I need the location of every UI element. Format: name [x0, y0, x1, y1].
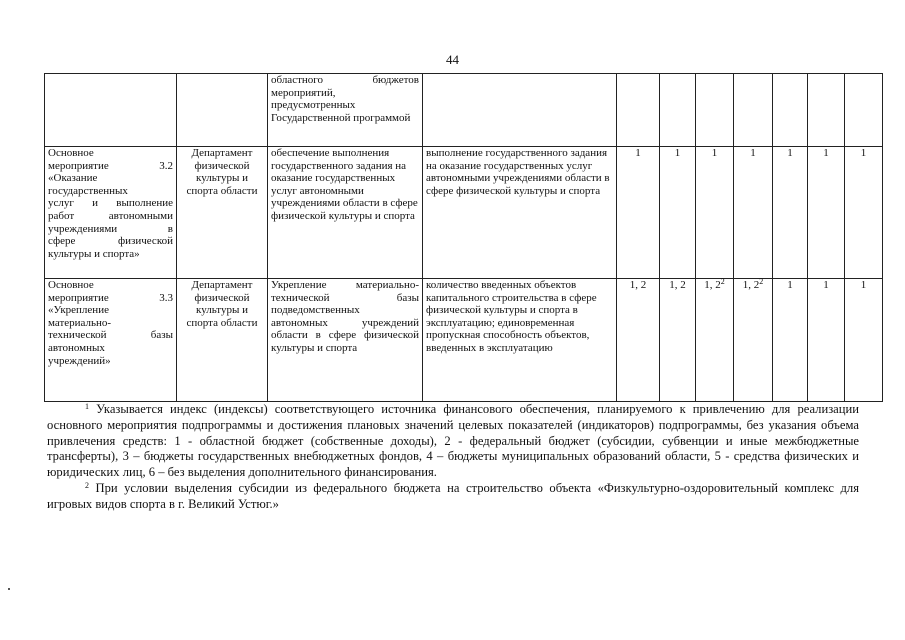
activity-line: Основное: [48, 279, 94, 291]
indicator-cell: количество введенных объектов капитального строительства в сфере физической культуры и спорта в эксплуатацию; единовременная пропускная способность объектов, введенных в эксплуатацию: [423, 279, 617, 402]
value-cell: 1: [845, 147, 883, 279]
task-cell: обеспечение выполнения государственного задания на оказание государственных услуг автономными учреждениями области в сфере физической культуры и спорта: [268, 147, 423, 279]
value-cell: 1, 2: [660, 279, 696, 402]
activity-line: услуг и выполнение: [48, 197, 173, 210]
activity-line: «Оказание: [48, 172, 98, 185]
activity-cell: [45, 279, 177, 402]
value-cell: 1: [808, 279, 845, 402]
value-cell: 1: [660, 147, 696, 279]
value-cell: 1, 2: [617, 279, 660, 402]
activity-line: мероприятие 3.3: [48, 291, 173, 304]
activity-line: Основное: [48, 147, 94, 159]
value-cell: 1: [845, 279, 883, 402]
footnote-text: При условии выделения субсидии из федерального бюджета на строительство объекта «Физкультурно-оздоровительный комплекс для игровых видов спорта в г. Великий Устюг.»: [47, 480, 859, 511]
footnote-mark: 1: [85, 402, 89, 411]
activity-line: учреждениями в: [48, 222, 173, 235]
activity-line: автономных: [48, 341, 105, 354]
value-cell: [845, 74, 883, 147]
footnote-2: [47, 481, 859, 513]
value-cell: 1: [773, 279, 808, 402]
value-cell: [734, 74, 773, 147]
activity-line: материально-: [48, 316, 112, 329]
activity-line: работ автономными: [48, 209, 173, 222]
value-cell: [773, 74, 808, 147]
value-cell: 1: [808, 147, 845, 279]
indicator-cell: выполнение государственного задания на оказание государственных услуг автономными учреждениями области в сфере физической культуры и спорта: [423, 147, 617, 279]
page-number: 44: [446, 52, 459, 67]
value-cell: [660, 74, 696, 147]
department-cell: Департамент физической культуры и спорта области: [177, 147, 268, 279]
department-cell: [177, 74, 268, 147]
activity-line: мероприятие 3.2: [48, 159, 173, 172]
table-row: [45, 279, 883, 402]
task-cell: областного бюджетов мероприятий, предусмотренных Государственной программой: [268, 74, 423, 147]
value-cell: 1, $2^2$: [696, 279, 734, 402]
value-cell: [617, 74, 660, 147]
task-cell: Укрепление материально-технической базы подведомственных автономных учреждений области в сфере физической культуры и спорта: [268, 279, 423, 402]
value-cell: 1: [617, 147, 660, 279]
activity-line: государственных: [48, 184, 128, 197]
activity-cell: [45, 147, 177, 279]
activity-line: культуры и спорта»: [48, 247, 140, 260]
value-cell: [696, 74, 734, 147]
table-row: [45, 74, 883, 147]
value-cell: [808, 74, 845, 147]
activity-line: сфере физической: [48, 235, 173, 248]
value-cell: 1: [696, 147, 734, 279]
activities-table: [44, 73, 883, 402]
activity-line: технической базы: [48, 329, 173, 342]
footnote-mark: 2: [85, 480, 89, 490]
scan-speck: [8, 588, 10, 590]
footnote-text: Указывается индекс (индексы) соответствующего источника финансового обеспечения, планируемого к привлечению для реализации основного мероприятия подпрограммы и достижения плановых значений целевых показателей (индикаторов) подпрограммы, без указания объема привлечения средств: 1 - областной бюджет (собственные доходы), 2 - федеральный бюджет (субсидии, субвенции и иные межбюджетные трансферты), 3 – бюджеты государственных внебюджетных фондов, 4 – бюджеты муниципальных образований области, 5 - средства физических и юридических лиц, 6 – без выделения дополнительного финансирования.: [47, 402, 859, 480]
footnotes: [47, 402, 859, 513]
department-cell: Департамент физической культуры и спорта области: [177, 279, 268, 402]
value-cell: 1, $2^2$: [734, 279, 773, 402]
activity-line: «Укрепление: [48, 304, 109, 317]
activity-line: учреждений»: [48, 354, 111, 367]
table-row: [45, 147, 883, 279]
value-cell: 1: [734, 147, 773, 279]
value-cell: 1: [773, 147, 808, 279]
indicator-cell: [423, 74, 617, 147]
footnote-1: [47, 402, 859, 481]
activity-cell: [45, 74, 177, 147]
